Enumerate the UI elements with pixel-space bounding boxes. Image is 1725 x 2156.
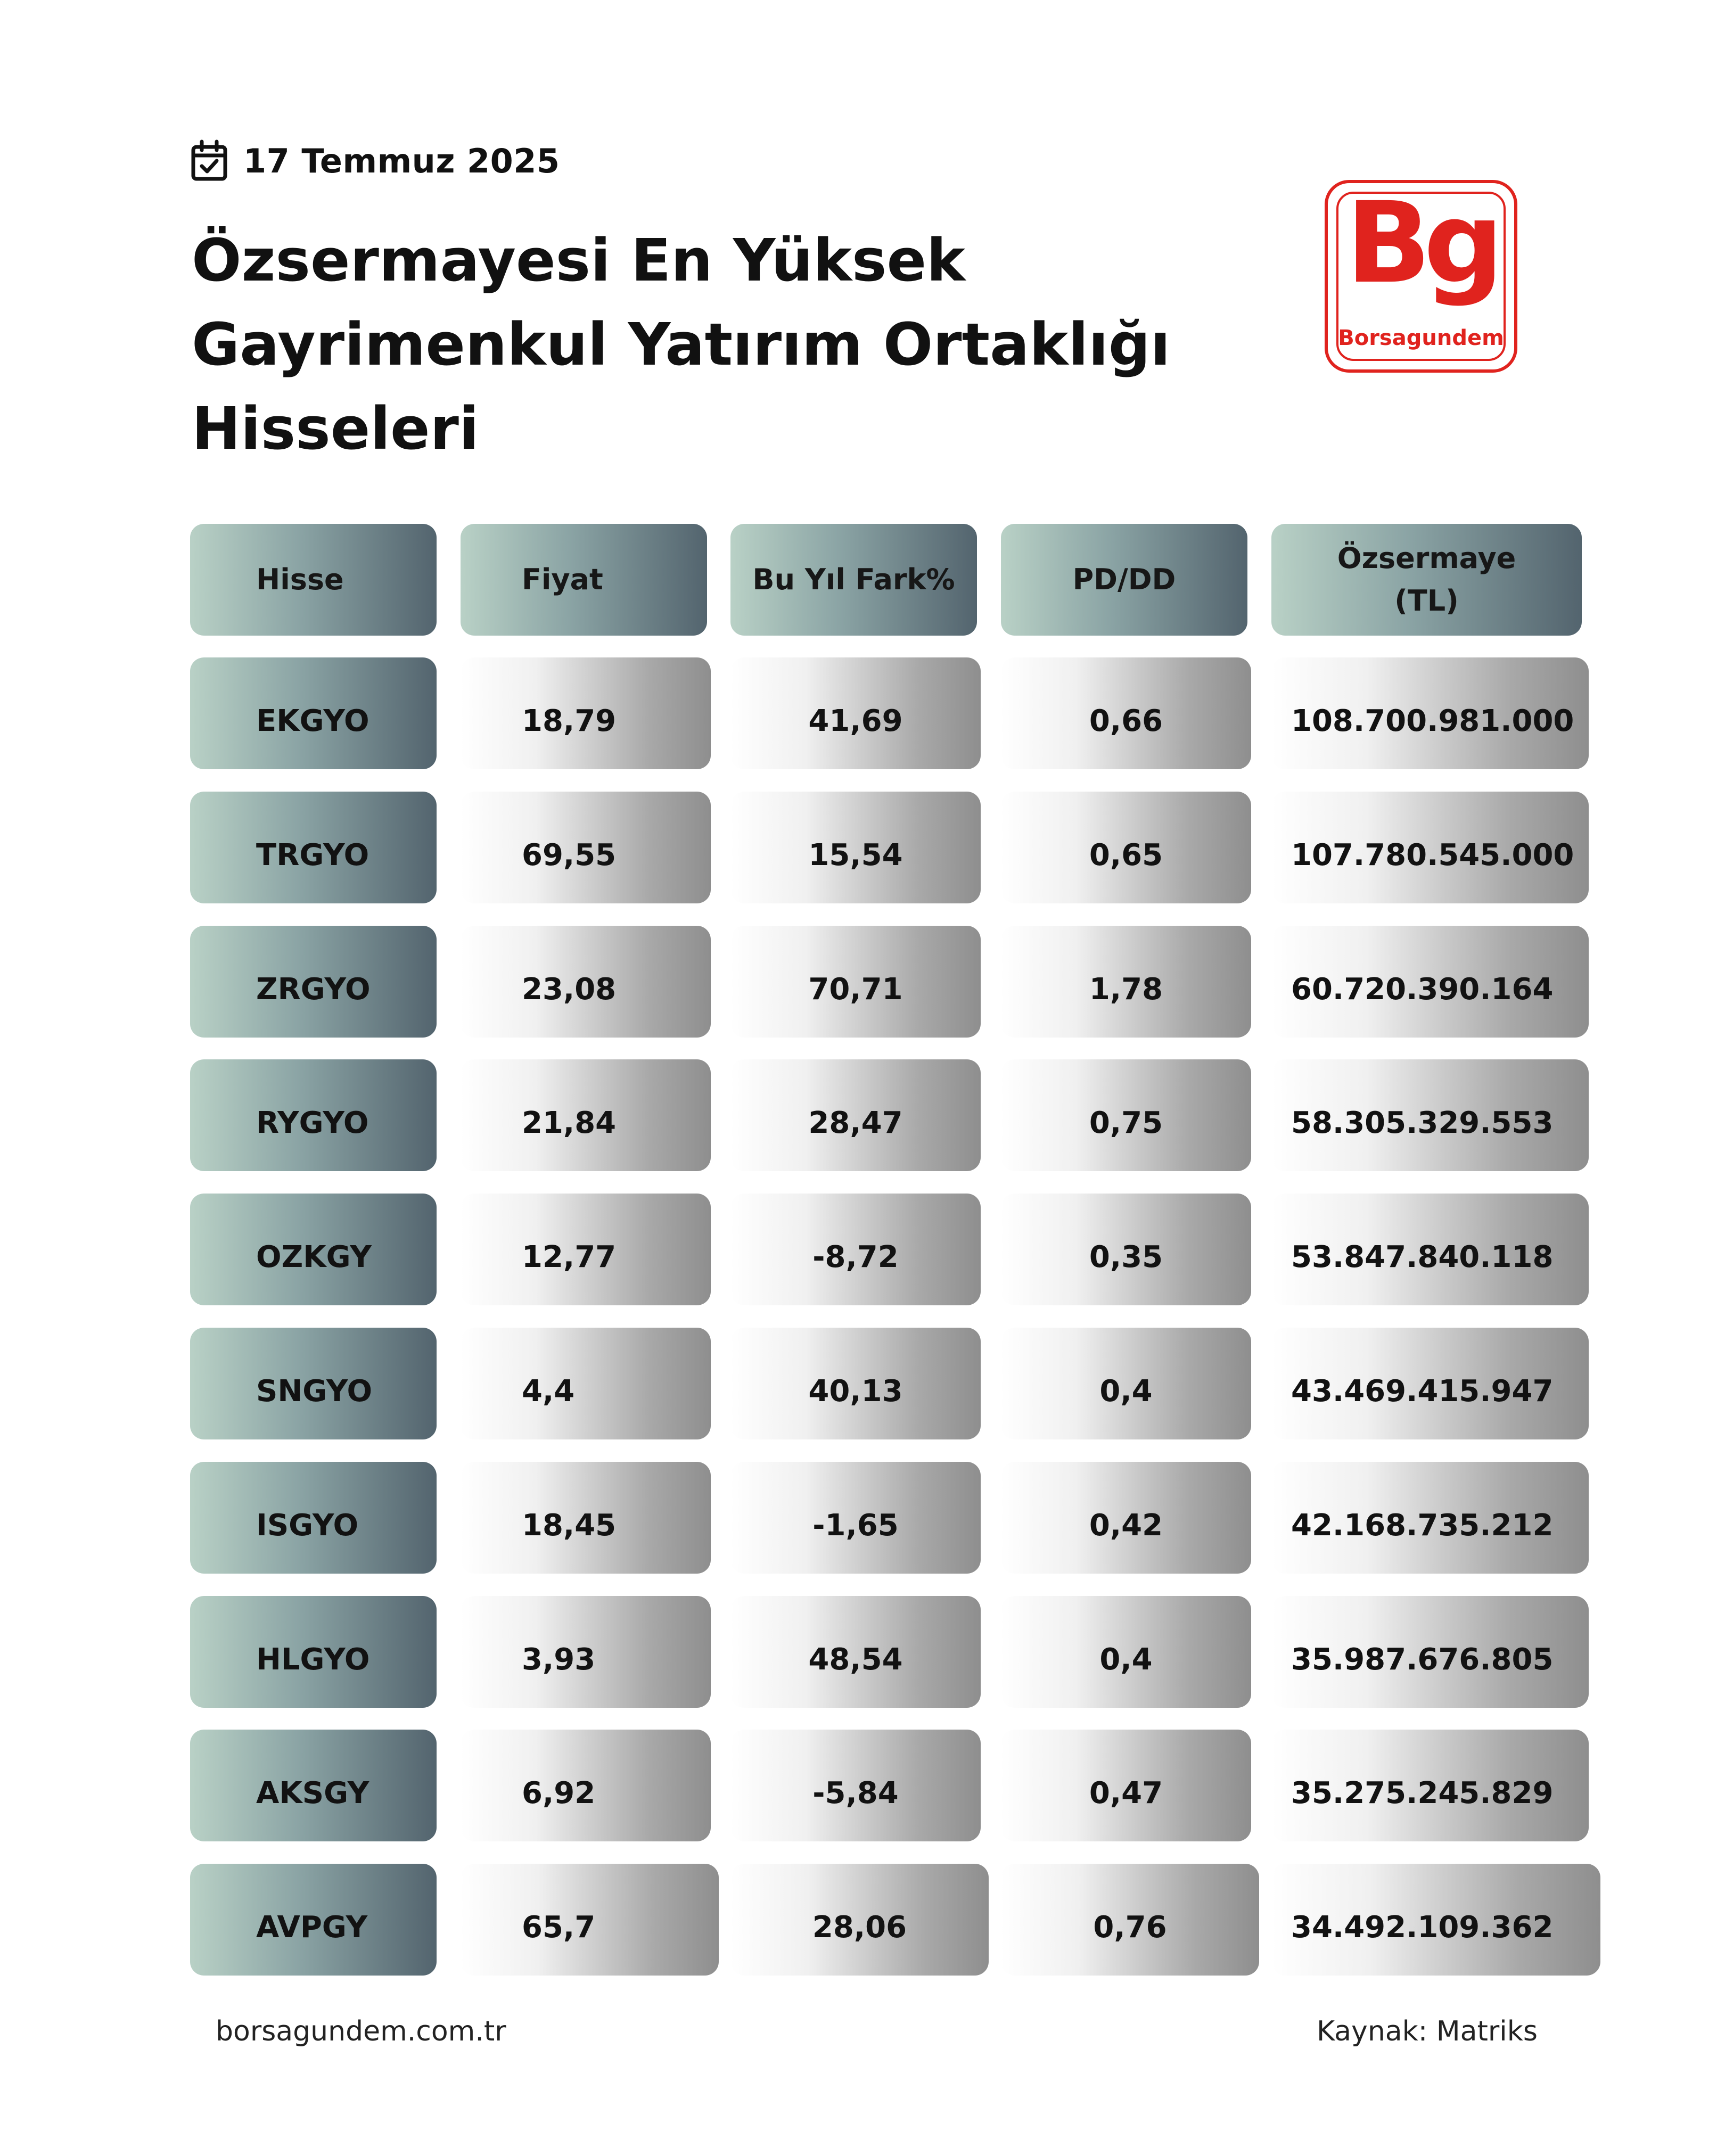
equity-cell: 42.168.735.212 <box>1271 1462 1589 1574</box>
price-cell: 6,92 <box>461 1730 711 1841</box>
equity-cell: 107.780.545.000 <box>1271 792 1589 903</box>
pb-ratio-cell: 1,78 <box>1001 926 1251 1038</box>
equity-cell: 43.469.415.947 <box>1271 1328 1589 1439</box>
date-row <box>190 139 560 182</box>
ytd-change-cell: 48,54 <box>730 1596 981 1708</box>
price-cell: 18,45 <box>461 1462 711 1574</box>
ticker-cell: SNGYO <box>190 1328 437 1439</box>
ticker-cell: EKGYO <box>190 657 437 769</box>
pb-ratio-cell: 0,47 <box>1001 1730 1251 1841</box>
pb-ratio-cell: 0,42 <box>1001 1462 1251 1574</box>
footer-website: borsagundem.com.tr <box>216 2015 506 2047</box>
footer-source: Kaynak: Matriks <box>1317 2015 1538 2047</box>
price-cell: 65,7 <box>461 1864 719 1976</box>
price-cell: 18,79 <box>461 657 711 769</box>
ytd-change-cell: 40,13 <box>730 1328 981 1439</box>
ytd-change-cell: -8,72 <box>730 1194 981 1305</box>
pb-ratio-cell: 0,4 <box>1001 1328 1251 1439</box>
ticker-cell: TRGYO <box>190 792 437 903</box>
price-cell: 4,4 <box>461 1328 711 1439</box>
equity-cell: 60.720.390.164 <box>1271 926 1589 1038</box>
pb-ratio-cell: 0,66 <box>1001 657 1251 769</box>
calendar-icon <box>190 139 228 182</box>
ytd-change-cell: 41,69 <box>730 657 981 769</box>
header-price: Fiyat <box>461 524 707 636</box>
equity-cell: 58.305.329.553 <box>1271 1059 1589 1171</box>
ticker-cell: RYGYO <box>190 1059 437 1171</box>
title-line: Gayrimenkul Yatırım Ortaklığı <box>192 310 1171 378</box>
logo-mark: Bg <box>1345 178 1497 308</box>
header-ytd-change: Bu Yıl Fark% <box>730 524 977 636</box>
ytd-change-cell: -1,65 <box>730 1462 981 1574</box>
price-cell: 69,55 <box>461 792 711 903</box>
borsagundem-logo <box>1325 180 1517 373</box>
ticker-cell: ZRGYO <box>190 926 437 1038</box>
pb-ratio-cell: 0,75 <box>1001 1059 1251 1171</box>
logo-wordmark: Borsagundem <box>1338 326 1504 350</box>
header-equity: Özsermaye (TL) <box>1271 524 1582 636</box>
price-cell: 21,84 <box>461 1059 711 1171</box>
ytd-change-cell: -5,84 <box>730 1730 981 1841</box>
price-cell: 12,77 <box>461 1194 711 1305</box>
ytd-change-cell: 28,06 <box>730 1864 989 1976</box>
ytd-change-cell: 28,47 <box>730 1059 981 1171</box>
equity-cell: 108.700.981.000 <box>1271 657 1589 769</box>
pb-ratio-cell: 0,65 <box>1001 792 1251 903</box>
price-cell: 23,08 <box>461 926 711 1038</box>
equity-cell: 35.275.245.829 <box>1271 1730 1589 1841</box>
page-title <box>192 218 1203 471</box>
ytd-change-cell: 15,54 <box>730 792 981 903</box>
equity-cell: 53.847.840.118 <box>1271 1194 1589 1305</box>
ytd-change-cell: 70,71 <box>730 926 981 1038</box>
ticker-cell: AVPGY <box>190 1864 437 1976</box>
date-text: 17 Temmuz 2025 <box>243 141 560 180</box>
pb-ratio-cell: 0,4 <box>1001 1596 1251 1708</box>
price-cell: 3,93 <box>461 1596 711 1708</box>
pb-ratio-cell: 0,76 <box>1001 1864 1259 1976</box>
title-line: Hisseleri <box>192 394 479 463</box>
equity-cell: 35.987.676.805 <box>1271 1596 1589 1708</box>
pb-ratio-cell: 0,35 <box>1001 1194 1251 1305</box>
ticker-cell: OZKGY <box>190 1194 437 1305</box>
ticker-cell: HLGYO <box>190 1596 437 1708</box>
ticker-cell: AKSGY <box>190 1730 437 1841</box>
header-pb-ratio: PD/DD <box>1001 524 1247 636</box>
title-line: Özsermayesi En Yüksek <box>192 226 966 294</box>
equity-cell: 34.492.109.362 <box>1271 1864 1600 1976</box>
header-ticker: Hisse <box>190 524 437 636</box>
ticker-cell: ISGYO <box>190 1462 437 1574</box>
